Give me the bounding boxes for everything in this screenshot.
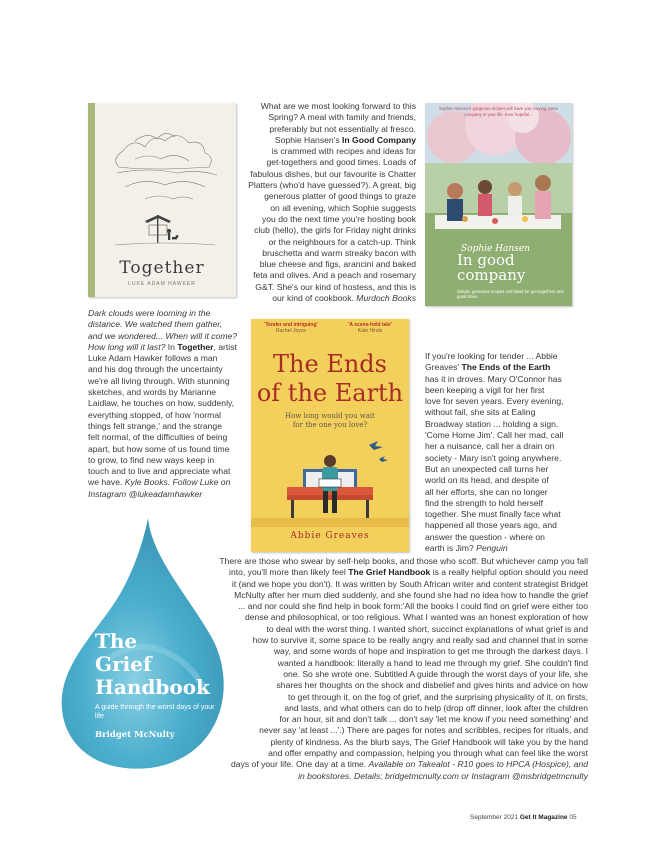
text-line: apart, but how some of us found time <box>88 443 230 454</box>
cover-title <box>457 253 525 283</box>
book-author: LUKE ADAM HAWKER <box>128 281 196 287</box>
text-line: Broadway station ... holding a sign. <box>425 418 559 429</box>
text-line: Dark clouds were looming in the <box>88 308 211 318</box>
cover-author: Abbie Greaves <box>290 531 370 541</box>
text-line: we're all living through. With stunning <box>88 375 230 386</box>
text-line: ... and nor could she find help in book form:'All the books I could find on grief were either too <box>238 601 588 612</box>
text-line: all her efforts, she can no longer <box>425 486 548 497</box>
text-line: one. So she wrote one. Subtitled A guide through the worst days of your life, she <box>283 668 588 679</box>
text-line: society - Mary isn't going anywhere. <box>425 452 562 463</box>
text-line: Spring? A meal with family and friends, <box>268 112 416 123</box>
text-line: blue cheese and figs, arancini and baked <box>259 259 416 270</box>
text-line: Instagram @lukeadamhawker <box>88 488 203 499</box>
text-line: generous platter of good things to graze <box>264 191 416 202</box>
text-line: How long will it last? In Together, artist <box>88 341 237 352</box>
text-line: club (hello), the girls for Friday night drinks <box>254 225 416 236</box>
text-line: felt normal, of the difficulties of being <box>88 432 228 443</box>
text-line: things felt strange,' and the strange <box>88 420 222 431</box>
text-line: Laidlaw, he touches on how, suddenly, <box>88 398 235 409</box>
book-cover-together <box>88 103 236 297</box>
footer-page-number: 05 <box>569 814 577 821</box>
text-line: shares her thoughts on the shock and disbelief and gives hints and advice on how <box>276 680 588 691</box>
text-line: plenty of kindness. As the blurb says, The Grief Handbook will take you by the hand <box>270 736 588 747</box>
text-line: in bookstores. Details; bridgetmcnulty.com or Instagram @msbridgetmcnulty <box>298 770 588 781</box>
text-line: feta and olives. And a peach and rosemary <box>253 270 416 281</box>
page-footer <box>470 814 577 821</box>
footer-magazine: Get It Magazine <box>519 814 568 821</box>
text-line: love for seven years. Every evening, <box>425 396 564 407</box>
text-line: bruschetta and warm streaky bacon with <box>262 247 416 258</box>
text-line: without fail, she sits at Ealing <box>425 407 536 418</box>
book-cover-the-ends-of-the-earth <box>251 319 409 552</box>
text-line: Luke Adam Hawker follows a man <box>88 353 218 364</box>
drop-author: Bridget McNulty <box>95 730 175 740</box>
cover-author: Sophie Hansen <box>461 244 530 254</box>
cover-tagline: How long would you wait for the one you love? <box>285 412 375 429</box>
text-line: But an unexpected call turns her <box>425 463 549 474</box>
text-line: get-togethers and good times. Loads of <box>266 157 416 168</box>
text-line: our kind of cookbook. Murdoch Books <box>272 293 416 304</box>
text-line: fabulous dishes, but our favourite is Chatter <box>250 168 416 179</box>
cover-title-line-1: In good <box>457 251 515 269</box>
text-line: and his dog through the uncertainty <box>88 364 223 375</box>
text-line: preferably but not essentially al fresco. <box>269 123 416 134</box>
text-line: wanted a handbook: literally a hand to lead me through my grief. She couldn't find <box>277 657 588 668</box>
text-line: never say 'at least ...'.) There are pages for notes and scribbles, recipes for rituals, and <box>259 725 588 736</box>
text-line: to get through it, on the fog of grief, and the surprising physicality of it, on firsts, <box>288 691 588 702</box>
text-line: her a nuisance, call her a drain on <box>425 441 555 452</box>
cover-title-line-2: company <box>457 266 526 284</box>
text-line: to deal with the worst thing. I wanted short, succinct explanations of what grief is and <box>266 623 588 634</box>
drop-subtitle: A guide through the worst days of your life <box>95 704 215 720</box>
text-line: McNulty after her mum died suddenly, and she found she had no idea how to handle the grief <box>234 589 588 600</box>
text-line: Sophie Hansen's In Good Company <box>274 134 416 145</box>
text-line: If you're looking for tender ... Abbie <box>425 351 558 361</box>
text-line: answer the question - where on <box>425 531 545 542</box>
text-line: days of your life. One day at a time. Available on Takealot - R10 goes to HPCA (Hospice), and <box>231 759 588 770</box>
text-line: There are those who swear by self-help books, and those who scoff. But whichever camp you fall <box>219 556 588 566</box>
text-line: everything stopped, of how 'normal <box>88 409 222 420</box>
text-line: find the strength to hold herself <box>425 497 544 508</box>
book-title: Together <box>119 258 205 278</box>
text-line: What are we most looking forward to this <box>260 101 416 111</box>
text-line: world on its head, and despite of <box>425 475 549 486</box>
article-together <box>88 308 250 500</box>
text-line: been keeping a vigil for her first <box>425 384 545 395</box>
text-line: it (and we hope you don't). It was written by South African writer and content strategist Bridget <box>231 578 588 589</box>
article-the-grief-handbook <box>150 556 588 782</box>
text-line: distance. We watched them gather, <box>88 319 223 330</box>
text-line: or the neighbours for a catch-up. Think <box>268 236 416 247</box>
text-line: earth is Jim? Penguin <box>425 543 508 554</box>
text-line: for an hour, sit and don't talk ... don't say 'let me know if you need something' and <box>279 714 588 725</box>
text-line: and offer empathy and compassion, helping you through what can feel like the worst <box>268 748 588 759</box>
text-line: you do the next time you're hosting book <box>261 213 416 224</box>
text-line: into, you'll more than likely feel The Grief Handbook is a really helpful option should you need <box>229 567 588 578</box>
text-line: dense and philosophical, or too religious. What I wanted was an honest exploration of how <box>244 612 588 623</box>
article-in-good-company <box>248 101 416 304</box>
text-line: G&T. She's our kind of hostess, and this is <box>255 281 416 292</box>
article-the-ends-of-the-earth <box>425 351 585 554</box>
text-line: sketches, and words by Marianne <box>88 387 217 398</box>
cover-illustration-bench <box>251 431 409 527</box>
text-line: Platters (who'd have guessed?). A great, big <box>248 180 416 191</box>
cover-title: The Ends of the Earth <box>256 350 404 407</box>
text-line: is crammed with recipes and ideas for <box>271 146 416 157</box>
cover-quote-right: 'A scene-hold tale' Kate Hinds <box>348 322 392 334</box>
text-line: touch and to live and appreciate what <box>88 466 231 477</box>
text-line: and lasts, and what others can do to help (drop off dinner, look after the children <box>284 702 588 713</box>
text-line: way, and some words of hope and inspiration to get me through the darkest days. I <box>273 646 588 657</box>
text-line: how to survive it, some space to be really angry and really sad and channel that in some <box>252 635 588 646</box>
drop-title: The Grief Handbook <box>95 629 210 699</box>
text-line: together. She must finally face what <box>425 509 561 520</box>
book-cover-in-good-company <box>425 103 572 306</box>
text-line: and we wondered... When will it come? <box>88 330 238 341</box>
text-line: we have. Kyle Books. Follow Luke on <box>88 477 231 488</box>
cover-quote-left: 'Tender and intriguing' Rachel Joyce <box>264 322 318 334</box>
text-line: on all evening, which Sophie suggests <box>270 202 416 213</box>
footer-issue: September 2021 <box>470 814 519 821</box>
text-line: Greaves' The Ends of the Earth <box>425 362 551 373</box>
cover-subtitle: Simple, generous recipes and ideas for get-togethers and good times <box>457 289 564 300</box>
text-line: to grow, to find new ways keep in <box>88 454 215 465</box>
text-line: 'Come Home Jim'. Call her mad, call <box>425 430 564 441</box>
cover-quote: Sophie Hansen's gorgeous recipes will have you craving some company in your life. Ever hopeful... <box>438 106 559 117</box>
text-line: has it in droves. Mary O'Connor has <box>425 373 562 384</box>
text-line: happened all those years ago, and <box>425 520 557 531</box>
